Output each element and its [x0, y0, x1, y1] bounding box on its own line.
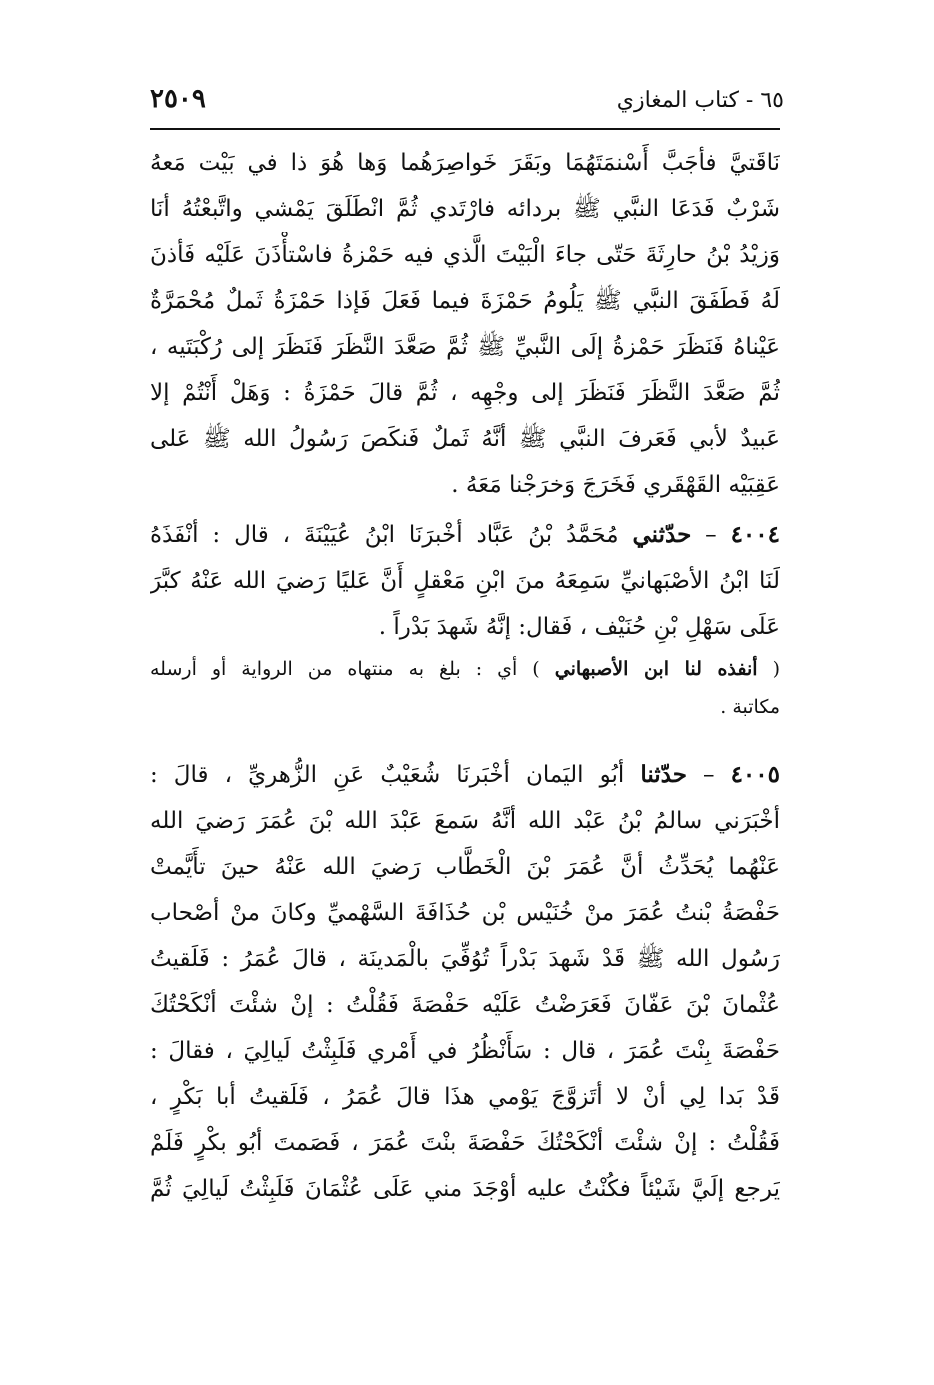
text-line: لَنَا ابْنُ الأصْبَهانيِّ سَمِعَهُ منَ ابْنِ مَعْقلٍ أَنَّ عَليًا رَضيَ الله عَنْهُ كبَّرَ: [150, 568, 780, 594]
text-line: عَنْهُما يُحَدِّثُ أنَّ عُمَرَ بْنَ الْخَطَّاب رَضيَ الله عَنْهُ حينَ تأَيَّمتْ: [150, 854, 780, 880]
hadith-first-line: [150, 752, 780, 798]
text-line: نَاقَتيَّ فأجَبَّ أَسْنمَتَهُمَا وبَقَرَ خَواصِرَهُما وَها هُوَ ذا في بَيْت مَعهُ: [150, 150, 780, 176]
text-line: لَهُ فَطَفَقَ النبَّي ﷺ يَلُومُ حَمْزَةَ فيما فَعَلَ فَإذا حَمْزَةُ ثَملٌ مُحْمَرَّةٌ: [150, 288, 780, 314]
text-line: عُثْمانَ بْنَ عَفّانَ فَعَرَضْتُ عَلَيْه حَفْصَةَ فَقُلْتُ : إنْ شئْتَ أنْكَحْتُكَ: [150, 992, 780, 1018]
text-line: عَلَى سَهْلِ بْنِ حُنَيْف ، فَقال: إنَّهُ شَهدَ بَدْراً .: [378, 614, 780, 640]
text-line: شَرْبٌ فَدَعَا النبَّي ﷺ بردائه فارْتَدي ثُمَّ انْطَلَقَ يَمْشي واتَّبعْتُهُ أنَا: [150, 196, 780, 222]
hadith-dash: –: [691, 522, 731, 548]
text-line: ثُمَّ صَعَّدَ النَّظَرَ فَنَظَرَ إلى وجْهِه ، ثُمَّ قالَ حَمْزَةُ : وَهَلْ أَنْتُمْ إلا: [150, 380, 780, 406]
page-number: ٢٥٠٩: [150, 84, 206, 114]
hadith-number: ٤٠٠٥: [730, 761, 780, 788]
note-term: أنفذه لنا ابن الأصبهاني: [554, 658, 758, 680]
text-line: فَقُلْتُ : إنْ شئْتَ أنْكَحْتُكَ حَفْصَةَ بنْتَ عُمَرَ ، فَصَمتَ أبُو بكْرٍ فَلَمْ: [150, 1130, 780, 1156]
hadith-continuation: [150, 140, 780, 508]
text-line: عَيْناهُ فَنَظَرَ حَمْزةُ إلَى النَّبيِّ ﷺ ثُمَّ صَعَّدَ النَّظَرَ فَنَظَرَ إلى رُكْبَتَيه ،: [150, 334, 780, 360]
text-line: يَرجع إلَيَّ شَيْئاً فكُنْتُ عليه أوْجَدَ مني عَلَى عُثْمَانَ فَلَبِثْتُ لَيالِيَ ثُمَّ: [150, 1176, 780, 1202]
text-line: أخْبَرَني سالمُ بْنُ عَبْد الله أنَّهُ سَمعَ عَبْدَ الله بْنَ عُمَرَ رَضيَ الله: [150, 808, 780, 834]
hadith-4005: [150, 752, 780, 1212]
text-line: حَفْصَةَ بِنْتَ عُمَرَ ، قال : سَأَنْظُرُ في أَمْري فَلَبِثْتُ لَيالِيَ ، فقالَ :: [150, 1038, 780, 1064]
text-line: عَبيدٌ لأبي فَعَرفَ النبَّي ﷺ أنَّهُ ثَملٌ فَنكَصَ رَسُولُ الله ﷺ عَلى: [150, 426, 780, 452]
hadith-lead-word: حدّثنا: [640, 761, 687, 788]
header-rule: [150, 128, 780, 130]
text-line: حَفْصَةُ بْنتُ عُمَرَ منْ خُنَيْس بْن حُذَافَةَ السَّهْميِّ وكانَ منْ أصْحاب: [150, 900, 780, 926]
hadith-line-text: مُحَمَّدُ بْنُ عَبَّاد أخْبرَنَا ابْنُ عُيَيْنَةَ ، قال : أنْفَذَهُ: [150, 522, 633, 548]
text-line: وَزيْدُ بْنُ حارِثَةَ حَتّى جاءَ الْبَيْتَ الَّذي فيه حَمْزةُ فاسْتأْذَنَ عَلَيْه فَأذنَ: [150, 242, 780, 268]
note-first-line: [150, 650, 780, 688]
chapter-title: ٦٥ - كتاب المغازي: [616, 88, 784, 113]
note-second-line: مكاتبة .: [720, 696, 780, 718]
hadith-dash: –: [686, 762, 731, 788]
main-text: [150, 140, 780, 1212]
hadith-number: ٤٠٠٤: [730, 521, 780, 548]
hadith-line-text: أبُو اليَمان أخْبَرنَا شُعَيْبٌ عَنِ الزُّهريِّ ، قالَ :: [150, 762, 641, 788]
running-header: [150, 84, 784, 124]
hadith-first-line: [150, 512, 780, 558]
text-line: قَدْ بَدا لِي أنْ لا أتَزوَّجَ يَوْمي هذَا قالَ عُمَرُ ، فَلَقيتُ أبا بَكْرٍ ،: [150, 1084, 780, 1110]
hadith-4004: [150, 512, 780, 650]
text-line: رَسُول الله ﷺ قَدْ شَهدَ بَدْراً تُوُفِّيَ بالْمَدينَة ، قالَ عُمَرُ : فَلَقيتُ: [150, 946, 780, 972]
text-line: عَقِبَيْه القَهْقَري فَخَرَجَ وَخرَجْنا مَعَهُ .: [451, 472, 780, 498]
note-paren-open: (: [757, 658, 780, 680]
commentary-note: [150, 650, 780, 726]
note-text: ) أي : بلغ به منتهاه من الرواية أو أرسله: [150, 658, 555, 680]
hadith-lead-word: حدّثني: [632, 521, 692, 548]
